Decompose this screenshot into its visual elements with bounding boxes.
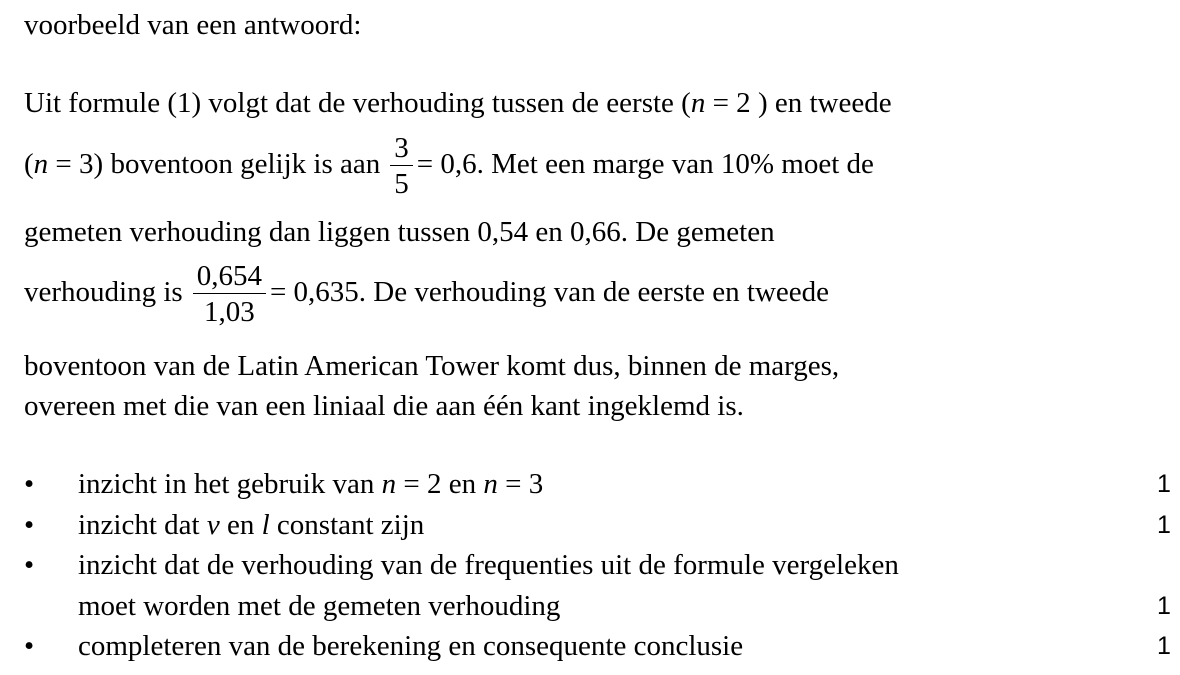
equation-n3: = 3 (48, 148, 94, 180)
equation-n3: = 3 (497, 468, 544, 500)
bullet-icon: • (24, 509, 35, 541)
paragraph-line-2 (24, 132, 874, 199)
fraction-result: = 0,635 (269, 276, 359, 308)
paragraph-line-2-tail: . Met een marge van 10% moet de (476, 148, 874, 180)
bullet-icon: • (24, 468, 35, 500)
scoring-item-text (78, 467, 543, 501)
scoring-points-1: 1 (1157, 470, 1171, 498)
paragraph-line-2-open: ( (24, 148, 34, 180)
scoring-points-3: 1 (1157, 592, 1171, 620)
equation-n2: = 2 (705, 87, 758, 119)
variable-l: l (261, 509, 270, 541)
scoring-points-2: 1 (1157, 511, 1171, 539)
fraction-bar (390, 165, 413, 166)
paragraph-line-6: overeen met die van een liniaal die aan één kant ingeklemd is. (24, 390, 744, 422)
paragraph-line-1-tail: ) en tweede (757, 87, 892, 119)
fraction-denominator: 5 (394, 168, 409, 201)
variable-v: v (206, 509, 220, 541)
scoring-item-text-line-1: inzicht dat de verhouding van de frequenties uit de formule vergeleken (78, 549, 899, 581)
fraction-measured-ratio (193, 261, 266, 327)
scoring-item-text-mid: en (219, 509, 262, 541)
scoring-item-text-mid: en (448, 468, 484, 500)
paragraph-line-3: gemeten verhouding dan liggen tussen 0,54 en 0,66. De gemeten (24, 216, 775, 248)
variable-n: n (33, 148, 49, 180)
paragraph-line-1 (24, 86, 892, 120)
equation-n2: = 2 (396, 468, 449, 500)
paragraph-line-2-mid: ) boventoon gelijk is aan (93, 148, 381, 180)
paragraph-line-4-head: verhouding is (24, 276, 183, 308)
fraction-three-fifths (390, 133, 413, 199)
fraction-bar (193, 293, 266, 294)
paragraph-line-4-tail: . De verhouding van de eerste en tweede (358, 276, 830, 308)
variable-n: n (483, 468, 498, 500)
scoring-points-4: 1 (1157, 632, 1171, 660)
fraction-numerator: 3 (394, 132, 409, 165)
variable-n: n (690, 87, 706, 119)
variable-n: n (381, 468, 397, 500)
scoring-item-text-post: constant zijn (269, 509, 425, 541)
fraction-numerator: 0,654 (196, 260, 262, 293)
scoring-item-text-line-2: moet worden met de gemeten verhouding (78, 590, 561, 622)
scoring-item-text-pre: inzicht in het gebruik van (78, 468, 382, 500)
scoring-item-text: completeren van de berekening en consequente conclusie (78, 630, 744, 662)
bullet-icon: • (24, 549, 35, 581)
paragraph-line-5: boventoon van de Latin American Tower komt dus, binnen de marges, (24, 350, 840, 382)
scoring-item-text-pre: inzicht dat (78, 509, 207, 541)
fraction-denominator: 1,03 (203, 296, 255, 329)
answer-heading: voorbeeld van een antwoord: (24, 9, 362, 41)
fraction-result: = 0,6 (416, 148, 477, 180)
paragraph-line-1-text: Uit formule (1) volgt dat de verhouding tussen de eerste ( (24, 87, 691, 119)
scoring-item-text (78, 508, 424, 542)
bullet-icon: • (24, 630, 35, 662)
paragraph-line-4 (24, 260, 829, 327)
